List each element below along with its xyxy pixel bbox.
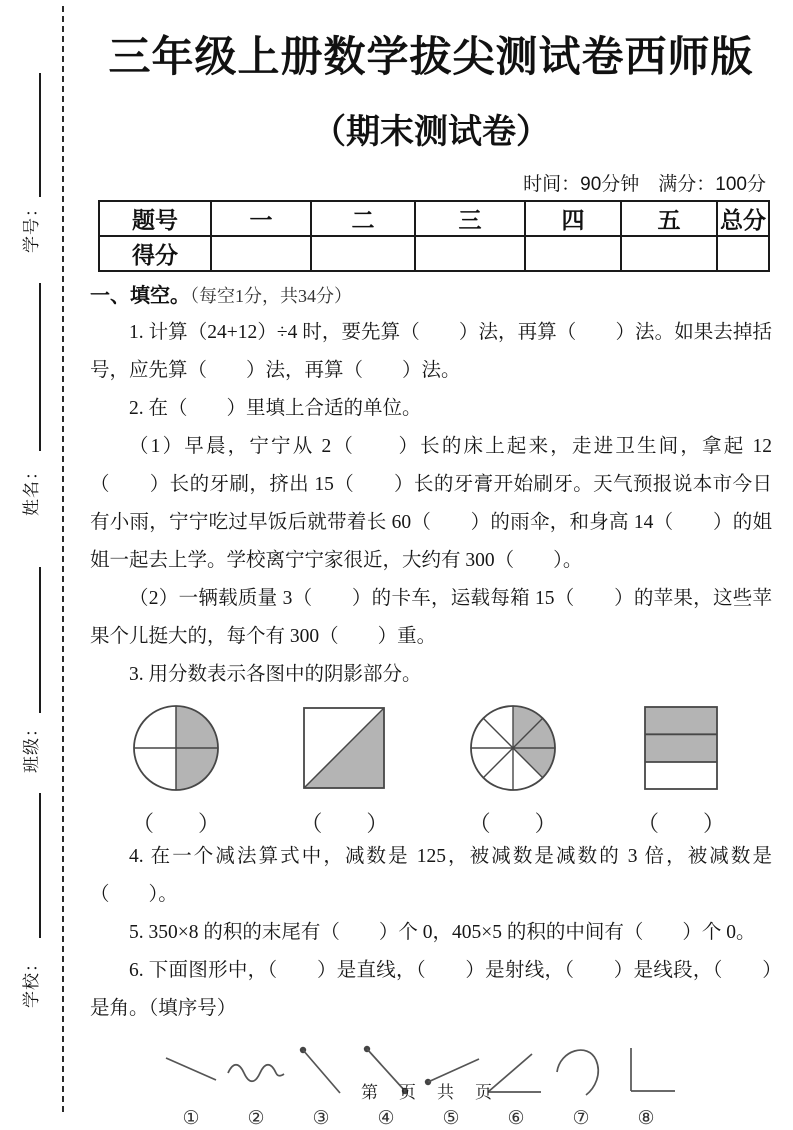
student-id-write-line	[39, 73, 41, 197]
score-cell-empty	[311, 236, 415, 271]
page-footer: 第 页 共 页	[361, 1083, 494, 1102]
name-label: 姓名：	[22, 462, 41, 516]
col-five: 五	[621, 201, 717, 236]
score-table-score-row	[99, 236, 769, 271]
score-table-header-row	[99, 201, 769, 236]
score-row-label: 得分	[99, 236, 211, 271]
score-table	[98, 200, 770, 272]
question-3: 3. 用分数表示各图中的阴影部分。	[129, 664, 422, 685]
question-2: 2. 在（ ）里填上合适的单位。	[129, 398, 422, 419]
col-total: 总分	[717, 201, 769, 236]
figure-number: ④	[377, 1108, 395, 1129]
school-label: 学校：	[22, 954, 41, 1008]
score-cell-empty	[415, 236, 525, 271]
circle-half-shaded-figure	[130, 702, 222, 794]
fraction-figure-circle-half	[130, 702, 222, 838]
col-three: 三	[415, 201, 525, 236]
figure-number: ⑧	[637, 1108, 655, 1129]
student-id-label: 学号：	[22, 199, 41, 253]
circle-three-eighths-shaded-figure	[467, 702, 559, 794]
figure-number: ①	[182, 1108, 200, 1129]
score-cell-empty	[621, 236, 717, 271]
fraction-blank: （ ）	[131, 811, 220, 836]
fraction-figure-square-diagonal	[298, 702, 390, 838]
question-number-header: 题号	[99, 201, 211, 236]
score-cell-empty	[525, 236, 621, 271]
fraction-blank: （ ）	[300, 811, 389, 836]
name-write-line	[39, 283, 41, 451]
square-two-thirds-shaded-figure	[635, 702, 727, 794]
fraction-figure-circle-eighths	[467, 702, 559, 838]
school-write-line	[39, 793, 41, 938]
col-one: 一	[211, 201, 311, 236]
section-one-heading	[90, 282, 772, 310]
col-two: 二	[311, 201, 415, 236]
class-write-line	[39, 567, 41, 713]
question-2-part-1: （1）早晨，宁宁从 2（ ）长的床上起来，走进卫生间，拿起 12（ ）长的牙刷，挤出 15（ ）长的牙膏开始刷牙。天气预报说本市今日有小雨，宁宁吃过早饭后就带着长 60（ ）的雨伞，和身高 14（ ）的姐姐一起去上学。学校离宁宁家很近，大约有 300（ ）。	[90, 436, 772, 571]
figure-number: ③	[312, 1108, 330, 1129]
class-label: 班级：	[22, 719, 41, 773]
question-6: 6. 下面图形中，（ ）是直线，（ ）是射线，（ ）是线段，（ ）是角。（填序号）	[90, 960, 772, 1019]
score-cell-empty	[211, 236, 311, 271]
square-triangle-shaded-figure	[298, 702, 390, 794]
col-four: 四	[525, 201, 621, 236]
fraction-figures-row	[90, 694, 772, 838]
question-2-part-2: （2）一辆载质量 3（ ）的卡车，运载每箱 15（ ）的苹果，这些苹果个儿挺大的，每个有 300（ ）重。	[90, 588, 772, 647]
fraction-figure-square-thirds	[635, 702, 727, 838]
figure-number: ②	[247, 1108, 265, 1129]
exam-time-score-meta: 时间：90分钟 满分：100分	[523, 174, 766, 195]
question-5: 5. 350×8 的积的末尾有（ ）个 0，405×5 的积的中间有（ ）个 0。	[129, 922, 756, 943]
fraction-blank: （ ）	[468, 811, 557, 836]
question-1: 1. 计算（24+12）÷4 时，要先算（ ）法，再算（ ）法。如果去掉括号，应先算（ ）法，再算（ ）法。	[90, 322, 772, 381]
page-subtitle: （期末测试卷）	[312, 113, 550, 151]
score-cell-empty	[717, 236, 769, 271]
figure-number: ⑤	[442, 1108, 460, 1129]
page-title: 三年级上册数学拔尖测试卷西师版	[108, 33, 754, 80]
figure-number: ⑥	[507, 1108, 525, 1129]
dashed-cut-line	[62, 6, 64, 1112]
section-note: （每空1分，共34分）	[190, 286, 352, 306]
fraction-blank: （ ）	[636, 811, 725, 836]
question-4: 4. 在一个减法算式中，减数是 125，被减数是减数的 3 倍，被减数是（ ）。	[90, 846, 772, 905]
figure-number: ⑦	[572, 1108, 590, 1129]
paper-content	[90, 0, 772, 1130]
section-title: 一、填空。	[90, 285, 190, 307]
